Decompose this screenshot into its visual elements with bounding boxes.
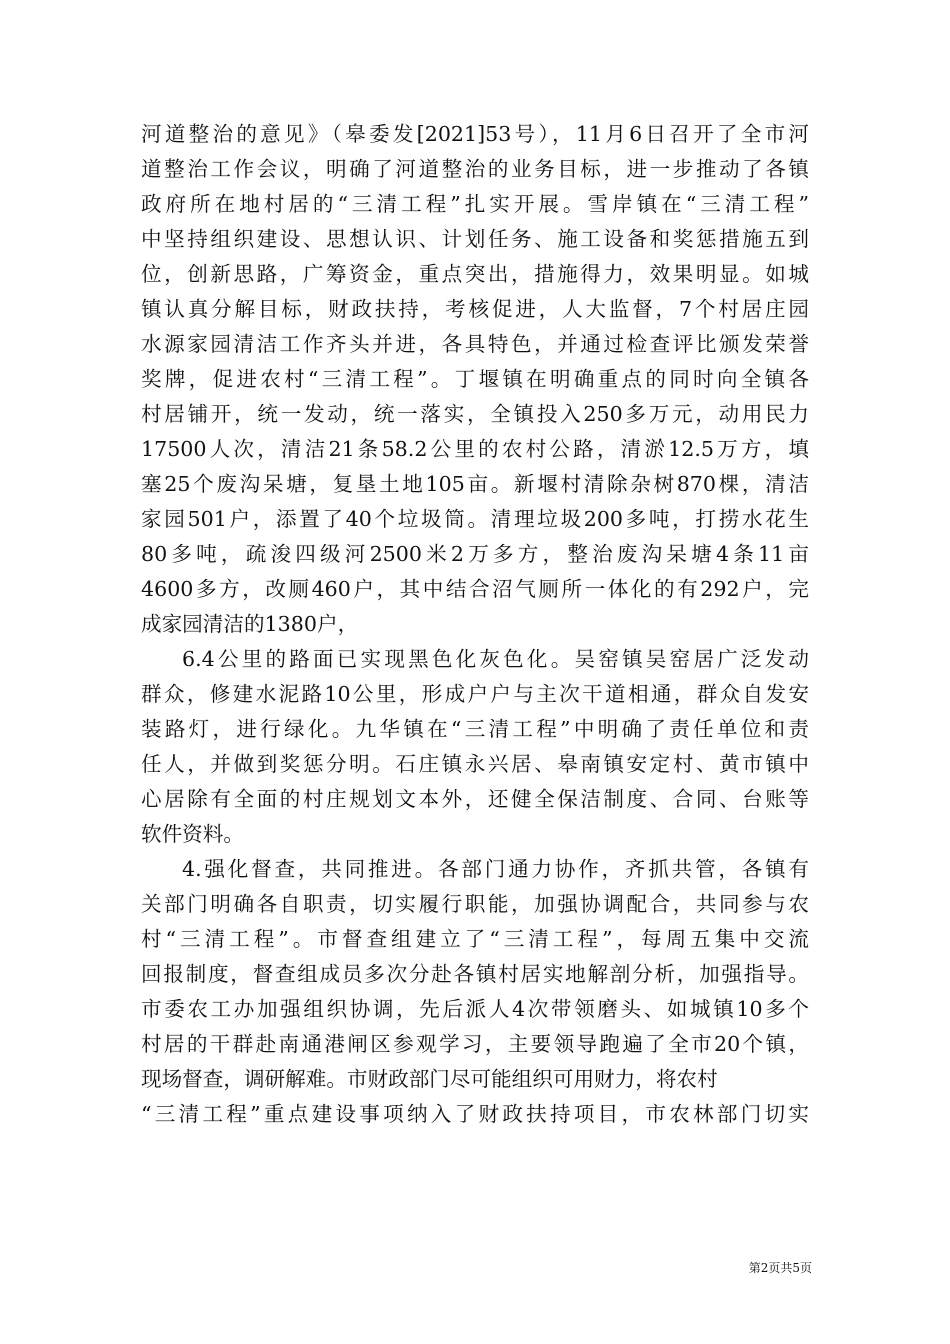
text-line: 塞25个废沟呆塘，复垦土地105亩。新堰村清除杂树870棵，清洁: [141, 472, 809, 496]
text-line: 水源家园清洁工作齐头并进，各具特色，并通过检查评比颁发荣誉: [141, 332, 809, 356]
text-line: 村“三清工程”。市督查组建立了“三清工程”，每周五集中交流: [141, 927, 809, 951]
text-line: 市委农工办加强组织协调，先后派人4次带领磨头、如城镇10多个: [141, 997, 809, 1021]
text-line: 河道整治的意见》（皋委发[2021]53号），11月6日召开了全市河: [141, 122, 809, 146]
text-line: 村居铺开，统一发动，统一落实，全镇投入250多万元，动用民力: [141, 402, 809, 426]
text-line: 群众，修建水泥路10公里，形成户户与主次干道相通，群众自发安: [141, 682, 809, 706]
text-line: 6.4公里的路面已实现黑色化灰色化。吴窑镇吴窑居广泛发动: [182, 647, 809, 671]
text-line: 中坚持组织建设、思想认识、计划任务、施工设备和奖惩措施五到: [141, 227, 809, 251]
text-line: “三清工程”重点建设事项纳入了财政扶持项目，市农林部门切实: [141, 1102, 809, 1126]
text-line: 政府所在地村居的“三清工程”扎实开展。雪岸镇在“三清工程”: [141, 192, 809, 216]
text-line: 成家园清洁的1380户，: [141, 612, 359, 636]
text-line: 道整治工作会议，明确了河道整治的业务目标，进一步推动了各镇: [141, 157, 809, 181]
text-line: 80多吨，疏浚四级河2500米2万多方，整治废沟呆塘4条11亩: [141, 542, 809, 566]
text-line: 奖牌，促进农村“三清工程”。丁堰镇在明确重点的同时向全镇各: [141, 367, 809, 391]
text-line: 镇认真分解目标，财政扶持，考核促进，人大监督，7个村居庄园: [141, 297, 809, 321]
text-line: 4.强化督查，共同推进。各部门通力协作，齐抓共管，各镇有: [182, 857, 809, 881]
text-line: 心居除有全面的村庄规划文本外，还健全保洁制度、合同、台账等: [141, 787, 809, 811]
text-line: 村居的干群赴南通港闸区参观学习，主要领导跑遍了全市20个镇，: [141, 1032, 809, 1056]
text-line: 装路灯，进行绿化。九华镇在“三清工程”中明确了责任单位和责: [141, 717, 809, 741]
text-line: 家园501户，添置了40个垃圾筒。清理垃圾200多吨，打捞水花生: [141, 507, 809, 531]
document-body: [141, 117, 809, 1132]
text-line: 关部门明确各自职责，切实履行职能，加强协调配合，共同参与农: [141, 892, 809, 916]
text-line: 任人，并做到奖惩分明。石庄镇永兴居、皋南镇安定村、黄市镇中: [141, 752, 809, 776]
page-number: 第2页共5页: [748, 1261, 812, 1275]
text-line: 17500人次，清洁21条58.2公里的农村公路，清淤12.5万方，填: [141, 437, 809, 461]
text-line: 软件资料。: [141, 822, 244, 846]
text-line: 回报制度，督查组成员多次分赴各镇村居实地解剖分析，加强指导。: [141, 962, 809, 986]
text-line: 位，创新思路，广筹资金，重点突出，措施得力，效果明显。如城: [141, 262, 809, 286]
text-line: 4600多方，改厕460户，其中结合沼气厕所一体化的有292户，完: [141, 577, 809, 601]
text-line: 现场督查，调研解难。市财政部门尽可能组织可用财力，将农村: [141, 1067, 718, 1091]
